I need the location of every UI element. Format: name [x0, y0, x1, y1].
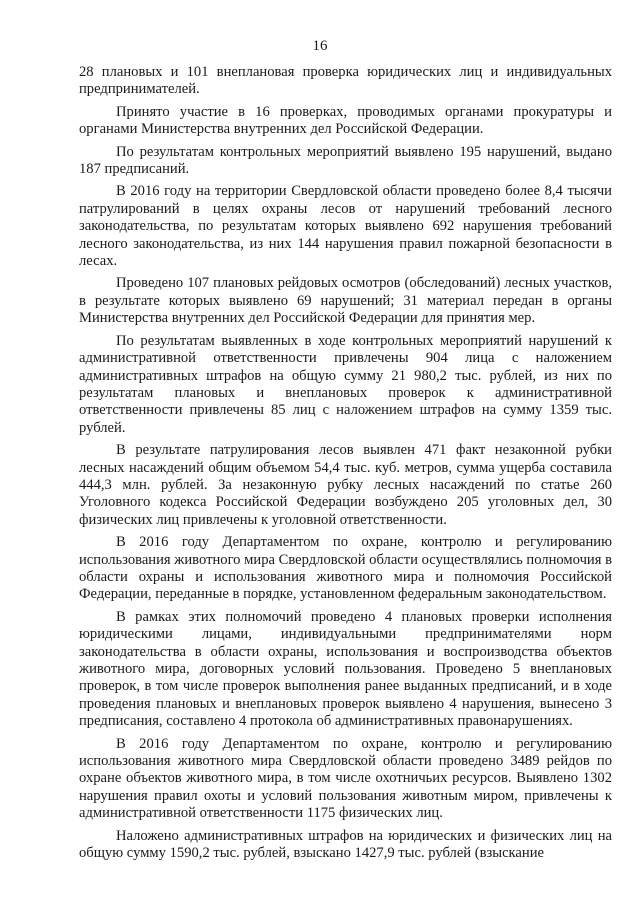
page-number: 16: [312, 38, 328, 54]
body-text: [79, 64, 612, 862]
paragraph: По результатам контрольных мероприятий выявлено 195 нарушений, выдано 187 предписаний.: [79, 143, 612, 178]
paragraph: В 2016 году на территории Свердловской области проведено более 8,4 тысячи патрулирований в целях охраны лесов от нарушений требований лесного законодательства, по результатам которых выявлено 692 нарушения требований лесного законодательства, из них 144 нарушения правил пожарной безопасности в лесах.: [79, 183, 612, 270]
paragraph: В 2016 году Департаментом по охране, контролю и регулированию использования животного мира Свердловской области проведено 3489 рейдов по охране объектов животного мира, в том числе охотничьих ресурсов. Выявлено 1302 нарушения правил охоты и условий пользования животным миром, привлечены к административной ответственности 1175 физических лиц.: [79, 735, 612, 822]
paragraph: Принято участие в 16 проверках, проводимых органами прокуратуры и органами Министерства внутренних дел Российской Федерации.: [79, 103, 612, 138]
paragraph: В рамках этих полномочий проведено 4 плановых проверки исполнения юридическими лицами, индивидуальными предпринимателями норм законодательства в области охраны, использования и воспроизводства объектов животного мира, договорных условий пользования. Проведено 5 внеплановых проверок, в том числе проверок выполнения ранее выданных предписаний, и в ходе проведения плановых и внеплановых проверок выявлено 4 нарушения, вынесено 3 предписания, составлено 4 протокола об административных правонарушениях.: [79, 608, 612, 730]
paragraph: 28 плановых и 101 внеплановая проверка юридических лиц и индивидуальных предпринимателей.: [79, 64, 612, 98]
paragraph: Наложено административных штрафов на юридических и физических лиц на общую сумму 1590,2 тыс. рублей, взыскано 1427,9 тыс. рублей (взыскание: [79, 827, 612, 862]
paragraph: Проведено 107 плановых рейдовых осмотров (обследований) лесных участков, в результате которых выявлено 69 нарушений; 31 материал передан в органы Министерства внутренних дел Российской Федерации для принятия мер.: [79, 275, 612, 327]
paragraph: В результате патрулирования лесов выявлен 471 факт незаконной рубки лесных насаждений общим объемом 54,4 тыс. куб. метров, сумма ущерба составила 444,3 млн. рублей. За незаконную рубку лесных насаждений по статье 260 Уголовного кодекса Российской Федерации возбуждено 205 уголовных дел, 30 физических лиц привлечены к уголовной ответственности.: [79, 442, 612, 528]
paragraph: По результатам выявленных в ходе контрольных мероприятий нарушений к административной ответственности привлечены 904 лица с наложением административных штрафов на общую сумму 21 980,2 тыс. рублей, из них по результатам плановых и внеплановых проверок к административной ответственности привлечены 85 лиц с наложением штрафов на сумму 1359 тыс. рублей.: [79, 332, 612, 436]
paragraph: В 2016 году Департаментом по охране, контролю и регулированию использования животного мира Свердловской области осуществлялись полномочия в области охраны и использования животного мира и полномочия Российской Федерации, переданные в порядке, установленном федеральным законодательством.: [79, 534, 612, 603]
